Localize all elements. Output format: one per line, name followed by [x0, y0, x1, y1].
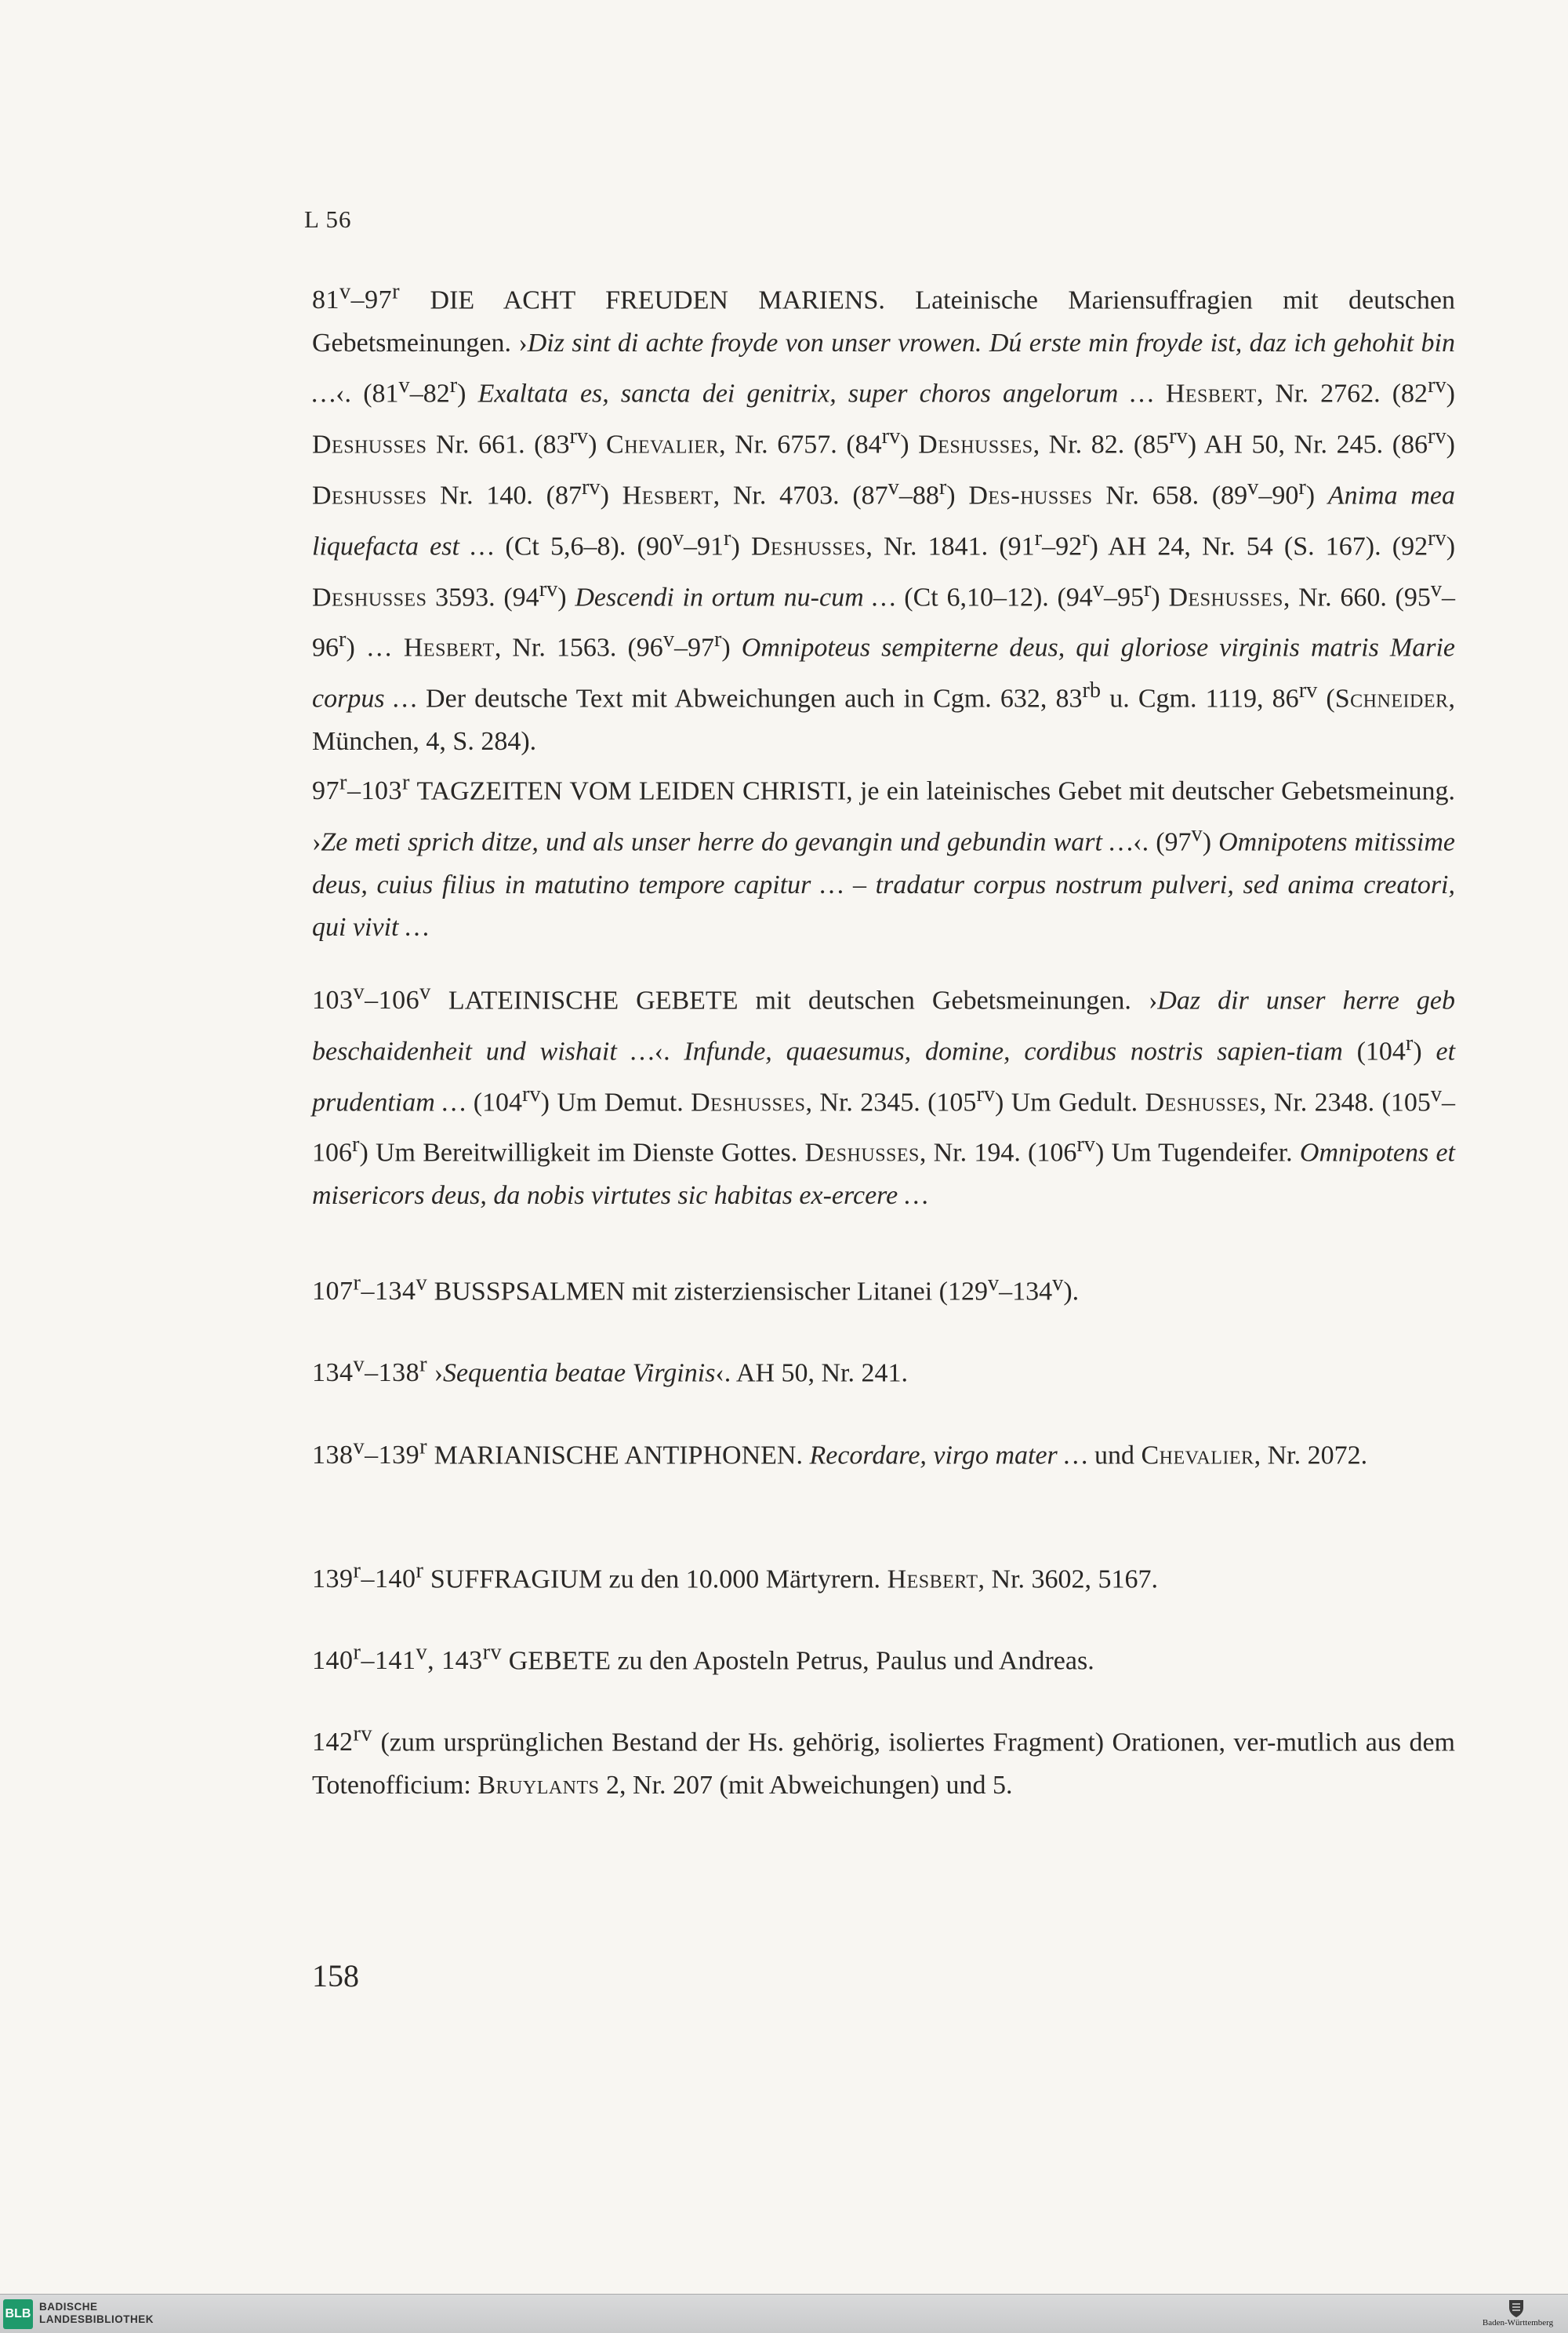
entry-text: , Nr. 194. (106 — [919, 1138, 1077, 1168]
author-ref: Deshusses — [691, 1087, 806, 1117]
entry-italic: et prudentiam … — [312, 1037, 1456, 1117]
entry-text: ‹. — [654, 1037, 684, 1067]
author-ref: Deshusses — [312, 430, 427, 460]
author-ref: Deshusses — [804, 1138, 920, 1168]
entry-text: , Nr. 1841. (91 — [866, 532, 1035, 561]
entry-text: SUFFRAGIUM zu den 10.000 Märtyrern. — [430, 1564, 887, 1594]
catalog-entry-apostle-prayers — [312, 1632, 1455, 1683]
library-name-line2: LANDESBIBLIOTHEK — [39, 2313, 154, 2325]
entry-italic: Omnipoteus sempiterne deus, qui gloriose virginis matris Marie corpus … — [312, 633, 1455, 714]
entry-italic: Descendi in ortum nu-cum … — [575, 582, 896, 612]
author-ref: Hesbert — [1165, 379, 1257, 409]
catalog-entry-marian-antiphons — [312, 1426, 1455, 1477]
entry-italic: Exaltata es, sancta dei genitrix, super choros angelorum … — [477, 379, 1154, 409]
folio-range: 139$^r$–140$^r$ — [312, 1559, 424, 1594]
entry-text: (zum ursprünglichen Bestand der Hs. gehörig, isoliertes Fragment) Orationen, ver-mutlich aus dem Totenofficium: — [312, 1728, 1455, 1800]
entry-italic: Sequentia beatae Virginis — [442, 1358, 716, 1388]
entry-text: u. Cgm. 1119, 86 — [1101, 684, 1299, 714]
entry-text: , Nr. 2762. (82 — [1256, 379, 1428, 409]
entry-text: , Nr. 82. (85 — [1033, 430, 1170, 460]
author-ref: Deshusses — [1168, 582, 1283, 612]
library-logo-icon[interactable]: BLB — [3, 2299, 33, 2329]
author-ref: Des-husses — [968, 481, 1093, 511]
entry-text: TAGZEITEN VOM LEIDEN CHRISTI, je ein lateinisches Gebet mit deutscher Gebetsmeinung. › — [312, 776, 1456, 857]
entry-text: Nr. 140. (87 — [426, 481, 582, 511]
entry-text: DIE ACHT FREUDEN MARIENS. Lateinische Mariensuffragien mit deutschen Gebetsmeinungen. › — [312, 285, 1455, 358]
entry-text: ‹. (97 — [1133, 827, 1192, 857]
entry-text: (104 — [1342, 1037, 1406, 1067]
catalog-entry-fragment — [312, 1713, 1455, 1807]
entry-text: ) … — [346, 633, 404, 663]
folio-range: 140$^r$–141$^v$, $143^{rv}$ — [312, 1641, 503, 1676]
entry-text: ‹. AH 50, Nr. 241. — [715, 1358, 908, 1388]
author-ref: Chevalier — [606, 430, 720, 460]
author-ref: Deshusses — [312, 582, 427, 612]
entry-text: › — [434, 1358, 443, 1388]
entry-text: , Nr. 6757. (84 — [719, 430, 882, 460]
entry-text: Nr. 658. (89 — [1092, 481, 1248, 511]
folio-range: 81$^v$–97$^r$ — [312, 280, 401, 315]
entry-italic: Diz sint di achte froyde von unser vrowen. Dú erste min froyde ist, daz ich gehohit bin … — [312, 328, 1455, 409]
folio-range: 107$^r$–134$^v$ — [312, 1271, 428, 1306]
entry-italic: Daz dir unser herre geb beschaidenheit und wishait … — [312, 986, 1456, 1067]
author-ref: Hesbert — [622, 481, 713, 511]
entry-text: ‹. (81 — [336, 379, 399, 409]
entry-text: , Nr. 2072. — [1254, 1441, 1368, 1470]
entry-italic: Omnipotens mitissime deus, cuius filius in matutino tempore capitur … – tradatur corpus nostrum pulveri, sed anima creatori, qui vivit … — [312, 827, 1455, 943]
entry-text: (Ct 6,10–12). (94 — [895, 582, 1093, 612]
entry-text: MARIANISCHE ANTIPHONEN. — [434, 1441, 810, 1470]
entry-italic: Anima mea liquefacta est … — [312, 481, 1455, 561]
shelfmark: L 56 — [304, 205, 352, 233]
state-name: Baden-Württemberg — [1482, 2318, 1554, 2328]
entry-text: (104 — [466, 1087, 523, 1117]
entry-text: Nr. 661. (83 — [426, 430, 570, 460]
entry-text: ) AH 24, Nr. 54 (S. 167). (92 — [1089, 532, 1428, 561]
catalog-entry-hours-passion: 97$^r$–103$^r$ TAGZEITEN VOM LEIDEN CHRISTI, je ein lateinisches Gebet mit deutscher Gebetsmeinung. ›Ze meti sprich ditze, und als unser herre do gevangin und gebundin wart …‹. (97$^v$) Omnipotens mitissime deus, cuius filius in matutino tempore capitur … – tradatur corpus nostrum pulveri, sed anima creatori, qui vivit … — [312, 771, 1456, 943]
entry-text: , Nr. 3602, 5167. — [978, 1564, 1159, 1594]
author-ref: Hesbert — [403, 633, 495, 663]
author-ref: Chevalier — [1141, 1441, 1254, 1470]
entry-text: , Nr. 660. (95 — [1283, 582, 1431, 612]
entry-text: 2, Nr. 207 (mit Abweichungen) und 5. — [599, 1770, 1013, 1800]
catalog-entry-latin-prayers: 103$^v$–106$^v$ LATEINISCHE GEBETE mit deutschen Gebetsmeinungen. ›Daz dir unser herre geb beschaidenheit und wishait …‹. Infunde, quaesumus, domine, cordibus nostris sapien-tiam (104$^r$) et prudentiam … $(104^{rv})$ Um Demut. Deshusses, Nr. 2345. $(105^{rv})$ Um Gedult. Deshusses, Nr. 2348. (105$^v$–106$^r$) Um Bereitwilligkeit im Dienste Gottes. Deshusses, Nr. 194. $(106^{rv})$ Um Tugendeifer. Omnipotens et misericors deus, da nobis virtutes sic habitas ex-ercere … — [312, 980, 1456, 1211]
author-ref: Deshusses — [1145, 1087, 1260, 1117]
catalog-entry-marian-joys: 81$^v$–97$^r$ DIE ACHT FREUDEN MARIENS. Lateinische Mariensuffragien mit deutschen Gebetsmeinungen. ›Diz sint di achte froyde von unser vrowen. Dú erste min froyde ist, daz ich gehohit bin …‹. (81$^v$–82$^r$) Exaltata es, sancta dei genitrix, super choros angelorum … Hesbert, Nr. 2762. $(82^{rv})$ Deshusses Nr. 661. $(83^{rv})$ Chevalier, Nr. 6757. $(84^{rv})$ Deshusses, Nr. 82. $(85^{rv})$ AH 50, Nr. 245. $(86^{rv})$ Deshusses Nr. 140. $(87^{rv})$ Hesbert, Nr. 4703. (87$^v$–88$^r$) Des-husses Nr. 658. (89$^v$–90$^r$) Anima mea liquefacta est … (Ct 5,6–8). (90$^v$–91$^r$) Deshusses, Nr. 1841. (91$^r$–92$^r$) AH 24, Nr. 54 (S. 167). $(92^{rv})$ Deshusses 3593. $(94^{rv})$ Descendi in ortum nu-cum … (Ct 6,10–12). (94$^v$–95$^r$) Deshusses, Nr. 660. (95$^v$–96$^r$) … Hesbert, Nr. 1563. (96$^v$–97$^r$) Omnipoteus sempiterne deus, qui gloriose virginis matris Marie corpus … Der deutsche Text mit Abweichungen auch in Cgm. 632, $83^{rb}$ u. Cgm. 1119, $86^{rv}$ (Schneider, München, 4, S. 284). — [312, 280, 1456, 757]
entry-italic: Recordare, virgo mater … — [809, 1441, 1088, 1470]
folio-range: $142^{rv}$ — [312, 1722, 373, 1757]
entry-text: 3593. (94 — [426, 582, 539, 612]
catalog-entry-penitential-psalms: 107$^r$–134$^v$ BUSSPSALMEN mit zisterziensischer Litanei (129$^v$–134$^v$). — [312, 1271, 1080, 1306]
author-ref: Hesbert — [887, 1564, 978, 1594]
entry-text: , Nr. 2348. (105 — [1259, 1087, 1431, 1117]
entry-text: Der deutsche Text mit Abweichungen auch in Cgm. 632, 83 — [416, 684, 1083, 714]
folio-range: 138$^v$–139$^r$ — [312, 1435, 428, 1470]
folio-range: 103$^v$–106$^v$ — [312, 980, 431, 1016]
entry-text: , Nr. 2345. (105 — [805, 1087, 977, 1117]
entry-text: , Nr. 4703. (87 — [713, 481, 888, 511]
entry-text: ) Um Bereitwilligkeit im Dienste Gottes. — [359, 1138, 805, 1168]
author-ref: Schneider — [1334, 684, 1449, 714]
entry-italic: Ze meti sprich ditze, und als unser herre do gevangin und gebundin wart … — [321, 827, 1134, 857]
entry-text: ) AH 50, Nr. 245. (86 — [1187, 430, 1428, 460]
entry-text: ) Um Gedult. — [995, 1087, 1145, 1117]
page-number: 158 — [312, 1958, 359, 1993]
author-ref: Deshusses — [750, 532, 866, 561]
entry-text: und — [1087, 1441, 1142, 1470]
entry-text: (Ct 5,6–8). (90 — [494, 532, 673, 561]
catalog-entry-sequentia — [312, 1344, 1455, 1395]
entry-text: LATEINISCHE GEBETE mit deutschen Gebetsmeinungen. › — [448, 986, 1158, 1016]
author-ref: Deshusses — [312, 481, 427, 511]
entry-text: , Nr. 1563. (96 — [494, 633, 663, 663]
viewer-footer — [0, 2294, 1568, 2333]
catalog-entry-suffragium — [312, 1550, 1455, 1601]
library-name-line1: BADISCHE — [39, 2301, 98, 2313]
entry-text: GEBETE zu den Aposteln Petrus, Paulus und Andreas. — [508, 1646, 1094, 1676]
author-ref: Deshusses — [918, 430, 1033, 460]
coat-of-arms-icon — [1506, 2298, 1526, 2318]
folio-range: 134$^v$–138$^r$ — [312, 1353, 428, 1388]
entry-text: BUSSPSALMEN mit zisterziensischer Litanei (129 — [434, 1277, 988, 1306]
folio-range: 97$^r$–103$^r$ — [312, 771, 410, 806]
entry-text: ) Um Tugendeifer. — [1094, 1138, 1300, 1168]
author-ref: Bruylants — [477, 1770, 600, 1800]
entry-text: , München, 4, S. 284). — [312, 684, 1455, 757]
entry-italic: Omnipotens et misericors deus, da nobis virtutes sic habitas ex-ercere … — [312, 1138, 1455, 1211]
library-name — [39, 2301, 227, 2326]
entry-italic: Infunde, quaesumus, domine, cordibus nostris sapien-tiam — [684, 1037, 1343, 1067]
entry-text: ) Um Demut. — [540, 1087, 691, 1117]
